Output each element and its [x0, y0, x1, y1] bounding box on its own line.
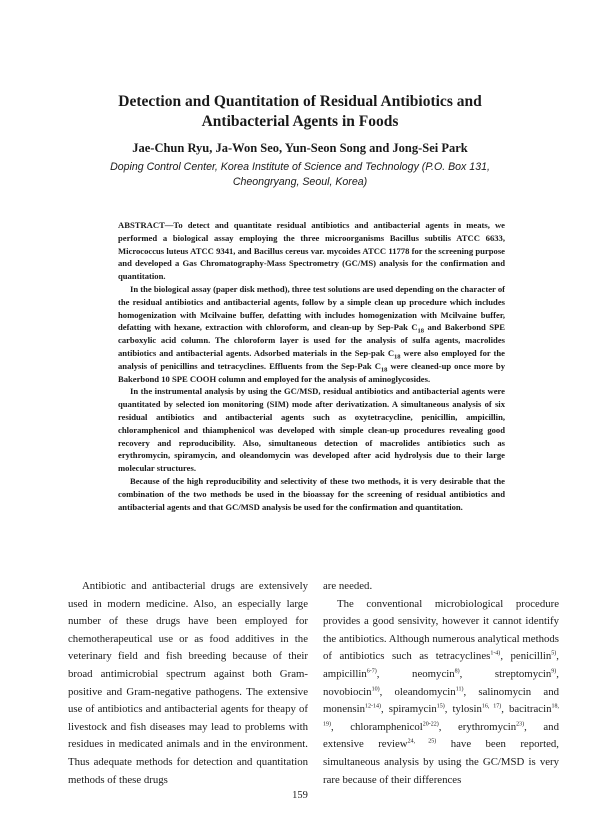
affiliation — [60, 160, 540, 190]
abstract-paragraph-1: ABSTRACT—To detect and quantitate residual antibiotics and antibacterial agents in meats, we performed a biological assay employing the three microorganisms Bacillus subtilis ATCC 6633, Micrococcus luteus ATCC 9341, and Bacillus cereus var. mycoides ATCC 11778 for the screening purpose and developed a Gas Chromatography-Mass Spectrometry (GC/MS) analysis for the confirmation and quantitation. — [118, 220, 505, 282]
abstract-paragraph-3: In the instrumental analysis by using the GC/MSD, residual antibiotics and antibacterial agents were quantitated by selected ion monitoring (SIM) mode after derivatization. A simultaneous analysis of six residual antibiotics and antibacterial agents such as oxytetracycline, penicillin, ampicillin, chloramphenicol and thiamphenicol was developed with simple clean-up procedures revealing good recovery and reproducibility. Also, simultaneous detection of macrolides antibiotics such as erythromycin, spiramycin, and oleandomycin was developed after acid hydrolysis due to their large molecular structures. — [118, 386, 505, 474]
abstract-paragraph-4: Because of the high reproducibility and selectivity of these two methods, it is very desirable that the combination of the two methods be used in the bioassay for the screening of residual antibiotics and antibacterial agents and that GC/MSD analysis be used for the confirmation and quantitation. — [118, 475, 505, 512]
text-run: , streptomycin — [459, 667, 552, 680]
text-run: , tylosin — [444, 703, 482, 716]
abstract-p2-text-4: were cleaned-up once more by Bakerbond 10 SPE COOH column and employed for the analysis of aminoglycosides. — [118, 360, 505, 384]
abstract-p2-text-1: In the biological assay (paper disk method), three test solutions are used depending on the character of the residual antibiotics and antibacterial agents, follow by a simple clean up procedure which includes homogenization with Mcilvaine buffer, defatting with includes homogenization with Mcilvaine buffer, defatting with hexane, extraction with chloroform, and clean-up by Sep-Pak C — [118, 283, 505, 333]
text-run: , penicillin — [500, 650, 552, 663]
citation-ref: 23) — [516, 721, 525, 728]
text-run: , chloramphenicol — [331, 720, 423, 733]
author-list: Jae-Chun Ryu, Ja-Won Seo, Yun-Seon Song and Jong-Sei Park — [132, 141, 468, 155]
citation-ref: 24, 25) — [407, 738, 437, 745]
text-run: The conventional microbiological procedure provides a good sensivity, however it cannot identify the antibiotics. Although numerous analytical methods of antibiotics such as tetracyclines — [323, 597, 559, 663]
body-paragraph: Antibiotic and antibacterial drugs are extensively used in modern medicine. Also, an especially large number of these drugs have been employed for chemotherapeutical use or as food additives in the veterinary field and fish breeding because of their broad antimicrobial spectrum against both Gram-positive and Gram-negative pathogens. The extensive use of antibiotics and antibacterial agents for theapy of livestock and fish diseases may lead to problems with residues in medicated animals and in the environment. Thus adequate methods for detection and quantitation methods of these drugs — [68, 580, 308, 786]
text-run: , and extensive review — [323, 720, 559, 751]
title-line-2: Antibacterial Agents in Foods — [201, 113, 399, 130]
page-number: 159 — [292, 790, 308, 801]
subscript-18: 18 — [417, 328, 425, 336]
text-run: , ampicillin — [323, 650, 559, 680]
citation-ref: 9) — [551, 668, 557, 675]
abstract-p2-text-2: and Bakerbond SPE carboxylic acid column. The chloroform layer is used for the analysis of sulfa agents, macrolides antibiotics and antibacterial agents. Adsorbed materials in the Sep-pak C — [118, 322, 505, 358]
abstract-p2-text-3: were also employed for the analysis of penicillins and tetracyclines. Effluents from the Sep-Pak C — [118, 347, 505, 371]
body-paragraph — [323, 596, 559, 790]
affiliation-line-1: Doping Control Center, Korea Institute of Science and Technology (P.O. Box 131, — [110, 161, 490, 173]
body-column-left — [68, 578, 308, 789]
citation-ref: 8) — [454, 668, 460, 675]
text-run: , neomycin — [376, 667, 455, 680]
subscript-18: 18 — [394, 353, 401, 361]
subscript-18: 18 — [380, 366, 388, 374]
citation-ref: 11) — [455, 685, 464, 692]
citation-ref: 6-7) — [366, 668, 377, 675]
body-paragraph-continued: are needed. — [323, 580, 373, 592]
title-line-1: Detection and Quantitation of Residual Antibiotics and — [118, 93, 482, 110]
abstract-paragraph-2 — [118, 283, 505, 385]
body-column-right — [323, 578, 559, 789]
citation-ref: 5) — [551, 650, 557, 657]
citation-ref: 20-22) — [422, 721, 439, 728]
abstract — [118, 219, 505, 513]
text-run: , bacitracin — [501, 703, 552, 716]
citation-ref: 10) — [371, 685, 380, 692]
affiliation-line-2: Cheongryang, Seoul, Korea) — [232, 176, 368, 188]
text-run: , novobiocin — [323, 667, 559, 698]
text-run: , oleandomycin — [379, 685, 456, 698]
citation-ref: 1-4) — [490, 650, 501, 657]
citation-ref: 18, 19) — [323, 703, 560, 728]
text-run: , erythromycin — [438, 720, 517, 733]
citation-ref: 12-14) — [365, 703, 381, 710]
paper-title — [60, 92, 540, 132]
text-run: , salinomycin and monensin — [323, 685, 559, 716]
text-run: have been reported, simultaneous analysis by using the GC/MSD is very rare because of their differences — [323, 738, 560, 786]
citation-ref: 15) — [436, 703, 445, 710]
citation-ref: 16, 17) — [481, 703, 502, 710]
text-run: , spiramycin — [381, 703, 437, 716]
